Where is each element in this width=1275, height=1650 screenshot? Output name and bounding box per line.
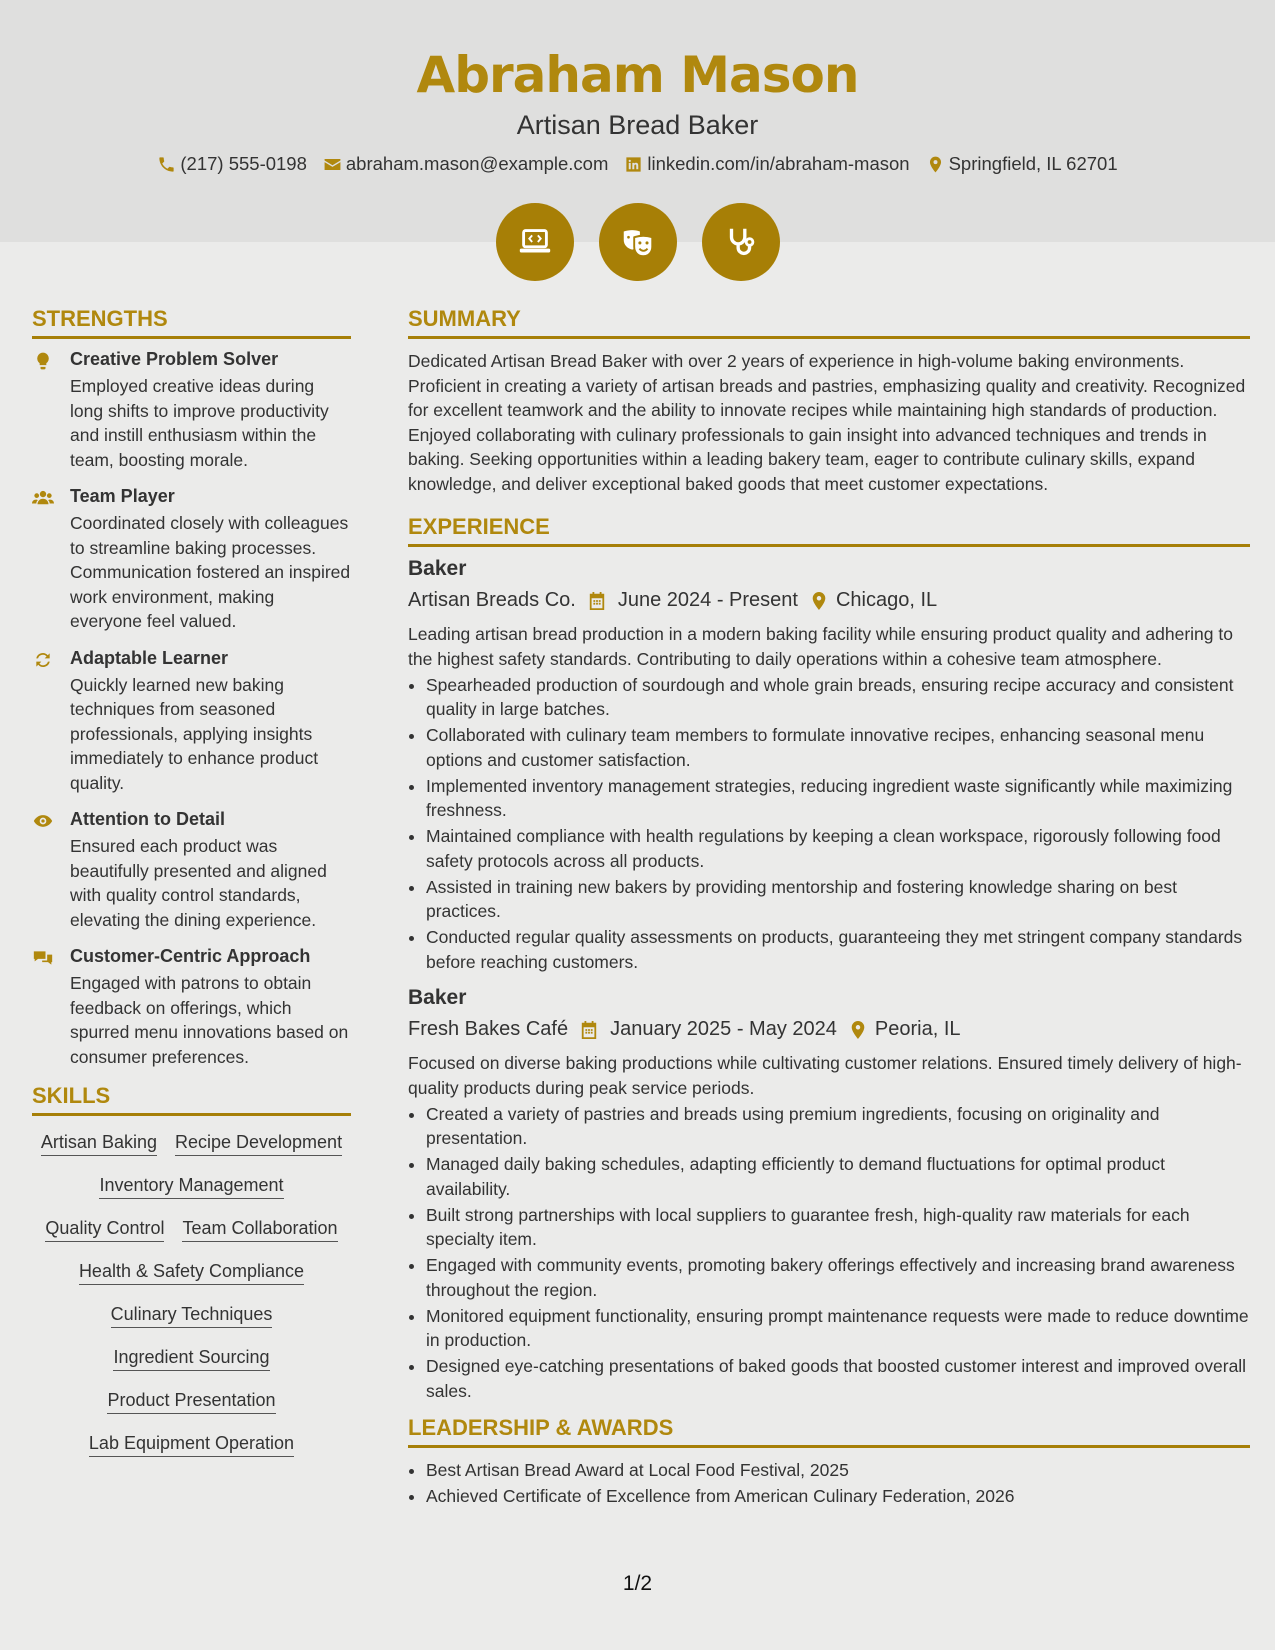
summary-text: Dedicated Artisan Bread Baker with over 2 years of experience in high-volume baking environments. Proficient in creating a variety of artisan breads and pastries, emphasizing quality and creativity. Recognized for excellent teamwork and the ability to innovate recipes while maintaining high standards of production. Enjoyed collaborating with culinary professionals to gain insight into advanced techniques and trends in baking. Seeking opportunities within a leading bakery team, eager to contribute culinary skills, expand knowledge, and deliver exceptional baked goods that meet customer expectations. (408, 351, 1246, 494)
job-location: Chicago, IL (835, 589, 938, 611)
candidate-title: Artisan Bread Baker (516, 110, 759, 140)
stethoscope-icon (702, 203, 780, 281)
lightbulb-icon (32, 351, 54, 371)
contact-phone[interactable] (157, 153, 307, 175)
list-item: • Managed daily baking schedules, adapting efficiently to demand fluctuations for optimal product availability. (426, 1152, 1250, 1201)
envelope-icon (323, 155, 342, 174)
strength-item (32, 809, 351, 932)
contact-linkedin[interactable] (624, 153, 909, 175)
skills-list (32, 1126, 351, 1457)
list-item: • Designed eye-catching presentations of baked goods that boosted customer interest and improved overall sales. (426, 1354, 1250, 1403)
theater-masks-icon (599, 203, 677, 281)
job-meta (408, 589, 1250, 612)
job-meta (408, 1018, 1250, 1041)
strength-text: Quickly learned new baking techniques from seasoned professionals, applying insights immediately to enhance product quality. (70, 674, 319, 793)
strength-item (32, 648, 351, 796)
skill-tag: Culinary Techniques (111, 1304, 273, 1328)
skill-tag: Recipe Development (175, 1132, 342, 1156)
strength-title: Team Player (70, 486, 175, 506)
strength-text: Engaged with patrons to obtain feedback on offerings, which spurred menu innovations based on consumer preferences. (70, 973, 349, 1067)
candidate-name: Abraham Mason (416, 46, 859, 104)
contact-location (926, 153, 1118, 175)
contact-email[interactable] (323, 153, 608, 175)
map-pin-icon (849, 1020, 867, 1040)
awards-heading: LEADERSHIP & AWARDS (408, 1415, 1250, 1448)
skill-tag: Ingredient Sourcing (113, 1347, 269, 1371)
list-item: • Conducted regular quality assessments on products, guaranteeing they met stringent company standards before reaching customers. (426, 925, 1250, 974)
list-item: • Monitored equipment functionality, ensuring prompt maintenance requests were made to reduce downtime in production. (426, 1304, 1250, 1353)
calendar-icon (580, 1020, 598, 1040)
strength-title: Attention to Detail (70, 809, 225, 829)
strength-title: Customer-Centric Approach (70, 946, 311, 966)
eye-icon (32, 811, 54, 831)
comments-icon (32, 948, 54, 968)
strength-title: Creative Problem Solver (70, 349, 279, 369)
summary-heading: SUMMARY (408, 306, 1250, 339)
strength-item (32, 486, 351, 634)
job-dates: January 2025 - May 2024 (610, 1018, 837, 1040)
job-entry (408, 986, 1250, 1403)
job-bullets (408, 673, 1250, 975)
contact-bar (0, 153, 1275, 175)
skill-tag: Product Presentation (107, 1390, 275, 1414)
strength-text: Ensured each product was beautifully presented and aligned with quality control standards, elevating the dining experience. (70, 836, 327, 930)
list-item: • Best Artisan Bread Award at Local Food Festival, 2025 (426, 1458, 1250, 1483)
contact-phone-text: (217) 555-0198 (180, 153, 307, 174)
map-pin-icon (810, 591, 828, 611)
job-company: Artisan Breads Co. (408, 589, 576, 611)
map-pin-icon (926, 155, 945, 174)
strength-item (32, 946, 351, 1069)
skill-tag: Team Collaboration (182, 1218, 337, 1242)
contact-location-text: Springfield, IL 62701 (948, 153, 1118, 174)
strength-item (32, 349, 351, 472)
strengths-heading: STRENGTHS (32, 306, 351, 339)
users-icon (32, 488, 54, 508)
list-item: • Engaged with community events, promoting bakery offerings effectively and increasing brand awareness throughout the region. (426, 1253, 1250, 1302)
strength-text: Employed creative ideas during long shifts to improve productivity and instill enthusiasm within the team, boosting morale. (70, 376, 329, 470)
list-item: • Spearheaded production of sourdough and whole grain breads, ensuring recipe accuracy and consistent quality in large batches. (426, 673, 1250, 722)
skill-tag: Quality Control (45, 1218, 164, 1242)
linkedin-icon (624, 155, 643, 174)
list-item: • Assisted in training new bakers by providing mentorship and fostering knowledge sharing on best practices. (426, 875, 1250, 924)
job-title: Baker (408, 557, 467, 580)
list-item: • Built strong partnerships with local suppliers to guarantee fresh, high-quality raw materials for each specialty item. (426, 1203, 1250, 1252)
skill-tag: Health & Safety Compliance (79, 1261, 304, 1285)
laptop-code-icon (496, 203, 574, 281)
right-column (408, 306, 1250, 1521)
skill-tag: Artisan Baking (41, 1132, 157, 1156)
awards-list (408, 1458, 1250, 1509)
list-item: • Maintained compliance with health regulations by keeping a clean workspace, rigorously following food safety protocols across all products. (426, 824, 1250, 873)
job-description: Focused on diverse baking productions while cultivating customer relations. Ensured timely delivery of high-quality products during peak service periods. (408, 1053, 1242, 1098)
list-item: • Implemented inventory management strategies, reducing ingredient waste significantly while maximizing freshness. (426, 774, 1250, 823)
strength-title: Adaptable Learner (70, 647, 229, 668)
contact-email-text: abraham.mason@example.com (345, 153, 609, 174)
page-number: 1/2 (622, 1572, 653, 1595)
job-title: Baker (408, 986, 467, 1009)
list-item: • Created a variety of pastries and breads using premium ingredients, focusing on originality and presentation. (426, 1102, 1250, 1151)
job-company: Fresh Bakes Café (408, 1018, 569, 1040)
interest-icons (0, 203, 1275, 281)
job-description: Leading artisan bread production in a modern baking facility while ensuring product quality and adhering to the highest safety standards. Contributing to daily operations within a cohesive team atmosphere. (408, 624, 1233, 669)
sync-icon (32, 650, 54, 670)
skills-heading: SKILLS (32, 1083, 351, 1116)
skill-tag: Lab Equipment Operation (89, 1433, 294, 1457)
list-item: • Collaborated with culinary team members to formulate innovative recipes, enhancing seasonal menu options and customer satisfaction. (426, 723, 1250, 772)
left-column (32, 306, 351, 1457)
contact-linkedin-text: linkedin.com/in/abraham-mason (647, 153, 910, 174)
job-entry (408, 557, 1250, 974)
calendar-icon (588, 591, 606, 611)
list-item: • Achieved Certificate of Excellence from American Culinary Federation, 2026 (426, 1484, 1250, 1509)
strength-text: Coordinated closely with colleagues to streamline baking processes. Communication fostered an inspired work environment, making everyone feel valued. (70, 513, 351, 631)
job-bullets (408, 1102, 1250, 1404)
experience-heading: EXPERIENCE (408, 514, 1250, 547)
phone-icon (157, 155, 176, 174)
skill-tag: Inventory Management (99, 1175, 283, 1199)
job-location: Peoria, IL (874, 1018, 961, 1040)
job-dates: June 2024 - Present (617, 589, 798, 611)
